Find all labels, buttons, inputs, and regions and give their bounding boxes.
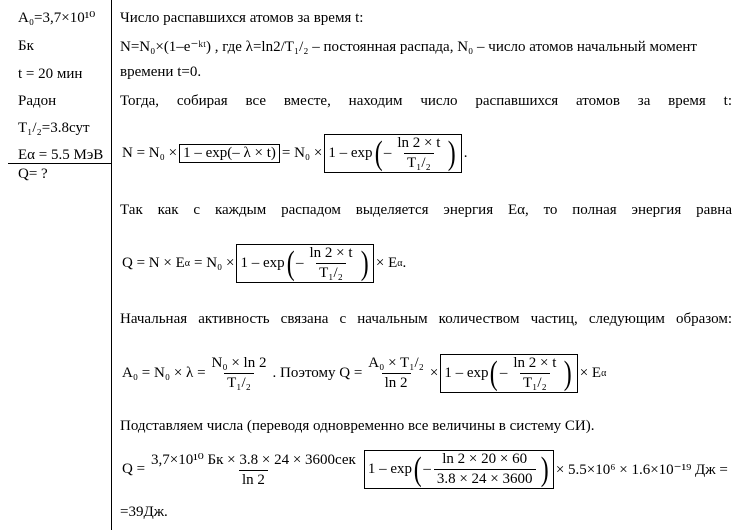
text-line-2b: времени t=0. <box>120 64 202 80</box>
f3-den3: T₁/₂ <box>520 373 550 392</box>
paren-close: ) <box>360 244 369 282</box>
f3-fraction <box>209 355 270 392</box>
f1-num: ln 2 × t <box>397 135 441 151</box>
f4-tail: × 5.5×10⁶ × 1.6×10⁻¹⁹ Дж = <box>555 462 728 478</box>
given-unit: Бк <box>18 38 34 54</box>
f2-left: Q = N × E <box>122 255 185 271</box>
f4-left: Q = <box>122 461 146 477</box>
f4-exp: 1 – exp <box>367 461 413 477</box>
f2-eq: = N₀ × <box>194 255 235 271</box>
times: × <box>429 365 439 381</box>
paren-close: ) <box>448 134 457 172</box>
text-line-2a: N=N₀×(1–e⁻ᵏᵗ) , где λ=ln2/T₁/₂ – постоянная распада, N₀ – число атомов начальный момент <box>120 39 697 55</box>
f4-fraction <box>148 450 359 489</box>
f1-left: N = N₀ × <box>122 145 178 161</box>
f4-bracket <box>364 450 554 489</box>
given-element: Радон <box>18 93 57 109</box>
f4-iden: 3.8 × 24 × 3600 <box>434 469 536 488</box>
given-divider <box>8 163 112 164</box>
period: . <box>463 145 468 161</box>
column-divider <box>111 0 112 530</box>
f3-den2: ln 2 <box>382 373 411 392</box>
f4-den: ln 2 <box>239 470 268 489</box>
given-column <box>0 0 112 530</box>
paren-open: ( <box>490 354 499 392</box>
f1-eq: = N₀ × <box>281 145 323 161</box>
given-time: t = 20 мин <box>18 66 83 82</box>
text-line-5: Начальная активность связана с начальным количеством частиц, следующим образом: <box>120 311 732 327</box>
f3-den: T₁/₂ <box>224 373 254 392</box>
f3-num3: ln 2 × t <box>513 355 557 371</box>
minus-sign: – <box>383 145 392 161</box>
f2-alpha: α <box>184 258 190 269</box>
text-line-1: Число распавшихся атомов за время t: <box>120 10 364 26</box>
f4-inum: ln 2 × 20 × 60 <box>442 451 528 467</box>
f1-inner: 1 – exp(– λ × t) <box>183 145 276 161</box>
f2-alpha-2: α <box>397 258 403 269</box>
given-energy: Eα = 5.5 МэВ <box>18 147 104 163</box>
f4-fraction-2 <box>434 451 536 488</box>
f3-num: N₀ × ln 2 <box>211 355 267 371</box>
minus-sign: – <box>423 461 431 477</box>
f3-fraction-3 <box>510 355 559 392</box>
formula-energy <box>122 244 406 283</box>
paren-close: ) <box>564 354 572 392</box>
formula-activity <box>122 354 606 393</box>
f2-tail: × E <box>375 255 398 271</box>
formula-numeric <box>122 450 728 489</box>
paren-close: ) <box>540 450 549 488</box>
minus-sign: – <box>295 255 304 271</box>
given-halflife: T₁/₂=3.8сут <box>18 120 90 136</box>
f2-fraction <box>306 245 355 282</box>
f3-fraction-2 <box>365 355 427 392</box>
f3-num2: A₀ × T₁/₂ <box>368 355 424 371</box>
f1-bracket-2 <box>324 134 461 173</box>
paren-open: ( <box>286 244 295 282</box>
period: . <box>402 255 407 271</box>
text-line-6: Подставляем числа (переводя одновременно все величины в систему СИ). <box>120 418 595 434</box>
paren-open: ( <box>413 450 422 488</box>
f1-den: T₁/₂ <box>404 153 434 172</box>
given-activity: A₀=3,7×10¹⁰ <box>18 10 96 26</box>
formula-decayed-atoms <box>122 134 468 173</box>
f1-bracket <box>179 144 280 163</box>
text-line-3: Тогда, собирая все вместе, находим число распавшихся атомов за время t: <box>120 93 732 109</box>
result-line: =39Дж. <box>120 504 168 520</box>
f2-num: ln 2 × t <box>309 245 353 261</box>
f3-bracket <box>440 354 577 393</box>
paren-open: ( <box>374 134 383 172</box>
f2-den: T₁/₂ <box>316 263 346 282</box>
f3-exp: 1 – exp <box>444 365 489 381</box>
f3-left: A₀ = N₀ × λ = <box>122 365 206 381</box>
f2-exp: 1 – exp <box>240 255 285 271</box>
f1-fraction <box>394 135 443 172</box>
f1-exp: 1 – exp <box>328 145 373 161</box>
given-unknown: Q= ? <box>18 166 48 182</box>
f2-bracket <box>236 244 373 283</box>
minus-sign: – <box>499 365 508 381</box>
f3-alpha: α <box>601 368 607 379</box>
f4-num: 3,7×10¹⁰ Бк × 3.8 × 24 × 3600сек <box>151 452 356 468</box>
text-line-4: Так как с каждым распадом выделяется энергия Eα, то полная энергия равна <box>120 202 732 218</box>
f3-tail: × E <box>579 365 602 381</box>
f3-mid: . Поэтому Q = <box>272 365 363 381</box>
